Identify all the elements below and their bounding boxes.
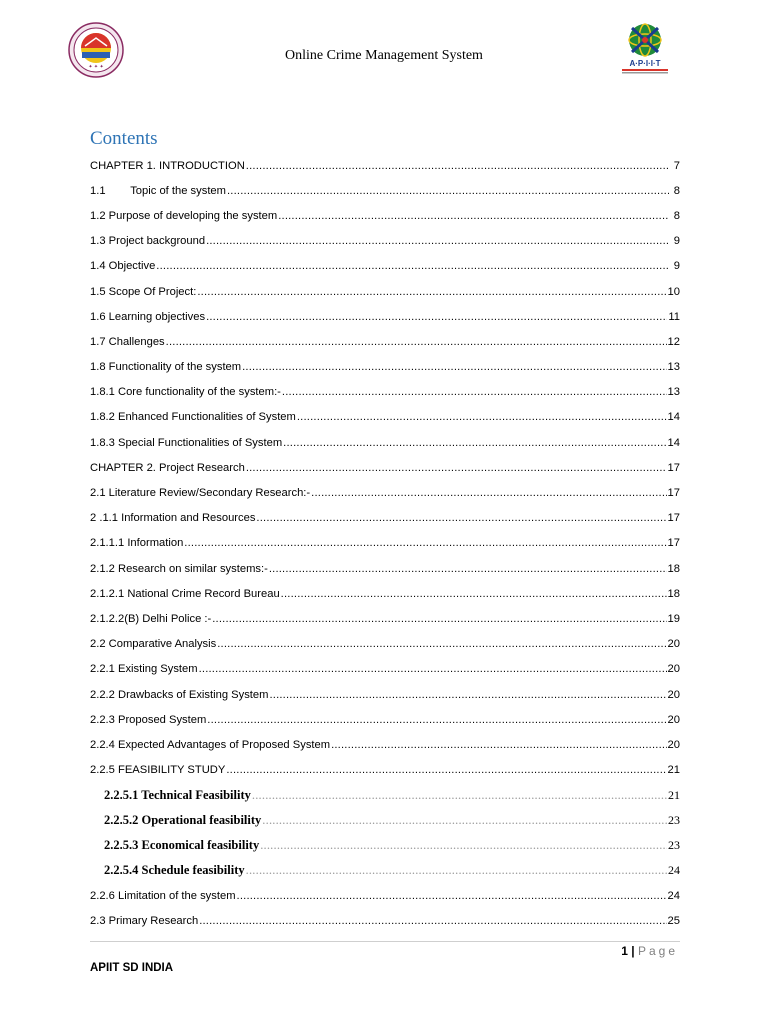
toc-entry-page: 24 xyxy=(667,890,680,903)
table-of-contents xyxy=(90,153,680,934)
toc-leader-dots xyxy=(246,160,669,172)
toc-entry[interactable] xyxy=(90,632,680,657)
toc-entry-label: 2.2.5.1 Technical Feasibility xyxy=(104,787,251,802)
toc-entry[interactable] xyxy=(90,506,680,531)
toc-entry[interactable] xyxy=(90,858,680,883)
toc-entry-label: 1.1 Topic of the system xyxy=(90,184,226,197)
toc-entry-label: 2.2.3 Proposed System xyxy=(90,713,207,726)
toc-entry[interactable] xyxy=(90,707,680,732)
toc-leader-dots xyxy=(331,739,666,751)
toc-entry-label: 2.2.4 Expected Advantages of Proposed System xyxy=(90,738,331,751)
toc-leader-dots xyxy=(281,588,667,600)
toc-leader-dots xyxy=(311,487,666,499)
toc-entry-label: 1.8 Functionality of the system xyxy=(90,361,242,374)
toc-entry-label: 2.1 Literature Review/Secondary Research:- xyxy=(90,487,311,500)
toc-entry-label: 2.2.6 Limitation of the system xyxy=(90,890,236,903)
toc-entry-label: 2.1.2.2(B) Delhi Police :- xyxy=(90,612,212,625)
toc-entry-page: 18 xyxy=(667,587,680,600)
toc-entry-page: 21 xyxy=(668,787,680,802)
toc-entry-label: 1.8.3 Special Functionalities of System xyxy=(90,436,283,449)
toc-entry-label: 1.8.1 Core functionality of the system:- xyxy=(90,386,281,399)
toc-entry[interactable] xyxy=(90,254,680,279)
toc-entry[interactable] xyxy=(90,329,680,354)
toc-entry[interactable] xyxy=(90,279,680,304)
toc-leader-dots xyxy=(269,563,667,575)
toc-leader-dots xyxy=(199,663,667,675)
toc-entry[interactable] xyxy=(90,229,680,254)
toc-entry-page: 11 xyxy=(668,310,680,323)
toc-entry-page: 17 xyxy=(667,537,680,550)
toc-entry-page: 17 xyxy=(667,487,680,500)
toc-entry-page: 12 xyxy=(667,335,680,348)
toc-entry[interactable] xyxy=(90,430,680,455)
toc-leader-dots xyxy=(217,638,666,650)
page-number xyxy=(621,944,678,958)
toc-entry-label: 2.2.5.4 Schedule feasibility xyxy=(104,863,245,878)
apiit-logo-text: A·P·I·I·T xyxy=(629,59,661,68)
toc-entry-label: 2.2.1 Existing System xyxy=(90,663,198,676)
toc-entry[interactable] xyxy=(90,480,680,505)
toc-entry-page: 17 xyxy=(667,461,680,474)
toc-leader-dots xyxy=(199,915,666,927)
toc-leader-dots xyxy=(166,336,667,348)
toc-leader-dots xyxy=(197,286,666,298)
toc-entry-page: 25 xyxy=(667,915,680,928)
footer-organization: APIIT SD INDIA xyxy=(90,962,174,974)
toc-entry[interactable] xyxy=(90,455,680,480)
toc-entry-label: 1.7 Challenges xyxy=(90,335,165,348)
toc-entry[interactable] xyxy=(90,355,680,380)
toc-entry-label: 2.3 Primary Research xyxy=(90,915,199,928)
toc-entry-page: 10 xyxy=(667,285,680,298)
toc-leader-dots xyxy=(156,260,669,272)
toc-entry[interactable] xyxy=(90,581,680,606)
toc-entry-page: 21 xyxy=(667,764,680,777)
toc-entry[interactable] xyxy=(90,657,680,682)
toc-entry-label: 2.1.2.1 National Crime Record Bureau xyxy=(90,587,280,600)
toc-entry-page: 24 xyxy=(668,863,680,878)
document-header-title: Online Crime Management System xyxy=(285,48,483,63)
toc-leader-dots xyxy=(260,838,667,853)
toc-entry[interactable] xyxy=(90,304,680,329)
contents-heading: Contents xyxy=(90,128,158,149)
toc-leader-dots xyxy=(212,613,666,625)
toc-entry-page: 18 xyxy=(667,562,680,575)
toc-leader-dots xyxy=(246,863,667,878)
toc-entry[interactable] xyxy=(90,606,680,631)
toc-entry-page: 7 xyxy=(673,159,680,172)
toc-leader-dots xyxy=(237,890,667,902)
toc-entry[interactable] xyxy=(90,405,680,430)
toc-entry-label: 1.3 Project background xyxy=(90,235,206,248)
toc-leader-dots xyxy=(226,764,666,776)
toc-entry-page: 14 xyxy=(667,436,680,449)
toc-leader-dots xyxy=(184,537,666,549)
toc-leader-dots xyxy=(297,411,667,423)
toc-leader-dots xyxy=(262,813,667,828)
toc-entry-page: 13 xyxy=(667,386,680,399)
page-number-value: 1 xyxy=(621,944,628,958)
toc-entry-label: 2.2.2 Drawbacks of Existing System xyxy=(90,688,269,701)
toc-leader-dots xyxy=(282,386,667,398)
toc-entry[interactable] xyxy=(90,833,680,858)
toc-entry-page: 20 xyxy=(667,738,680,751)
toc-entry-label: 1.8.2 Enhanced Functionalities of System xyxy=(90,411,296,424)
toc-entry[interactable] xyxy=(90,203,680,228)
toc-leader-dots xyxy=(207,714,666,726)
toc-entry[interactable] xyxy=(90,153,680,178)
toc-entry-label: 2.2.5.3 Economical feasibility xyxy=(104,838,260,853)
toc-entry[interactable] xyxy=(90,178,680,203)
toc-entry-page: 19 xyxy=(667,612,680,625)
toc-leader-dots xyxy=(227,185,669,197)
toc-entry[interactable] xyxy=(90,556,680,581)
toc-entry[interactable] xyxy=(90,531,680,556)
toc-entry-page: 20 xyxy=(667,713,680,726)
toc-entry[interactable] xyxy=(90,758,680,783)
toc-entry[interactable] xyxy=(90,783,680,808)
page-header xyxy=(0,0,768,110)
page-number-separator: | xyxy=(631,944,635,958)
toc-entry-page: 23 xyxy=(668,838,680,853)
toc-entry-page: 9 xyxy=(673,235,680,248)
toc-entry-label: 2.2 Comparative Analysis xyxy=(90,638,217,651)
toc-entry-page: 17 xyxy=(667,512,680,525)
toc-entry-page: 23 xyxy=(668,812,680,827)
toc-entry[interactable] xyxy=(90,682,680,707)
toc-leader-dots xyxy=(206,235,669,247)
toc-entry-page: 13 xyxy=(667,361,680,374)
toc-entry-label: CHAPTER 1. INTRODUCTION xyxy=(90,159,245,172)
toc-entry-label: CHAPTER 2. Project Research xyxy=(90,461,245,474)
toc-entry-page: 8 xyxy=(673,209,680,222)
toc-leader-dots xyxy=(278,210,669,222)
toc-leader-dots xyxy=(252,788,667,803)
toc-entry-page: 8 xyxy=(673,184,680,197)
toc-entry-page: 14 xyxy=(667,411,680,424)
toc-entry-label: 1.2 Purpose of developing the system xyxy=(90,209,278,222)
page-word: Page xyxy=(637,944,678,958)
toc-leader-dots xyxy=(269,689,666,701)
toc-entry-label: 2.2.5 FEASIBILITY STUDY xyxy=(90,764,226,777)
toc-leader-dots xyxy=(242,361,666,373)
toc-entry[interactable] xyxy=(90,380,680,405)
apiit-globe-logo xyxy=(612,18,678,76)
toc-entry-label: 1.4 Objective xyxy=(90,260,156,273)
toc-leader-dots xyxy=(246,462,667,474)
toc-entry[interactable] xyxy=(90,808,680,833)
toc-leader-dots xyxy=(206,311,667,323)
toc-leader-dots xyxy=(283,437,666,449)
toc-entry-page: 20 xyxy=(667,638,680,651)
toc-entry-label: 2.1.1.1 Information xyxy=(90,537,184,550)
toc-leader-dots xyxy=(256,512,666,524)
toc-entry-label: 1.5 Scope Of Project: xyxy=(90,285,197,298)
toc-entry[interactable] xyxy=(90,909,680,934)
toc-entry-label: 2.2.5.2 Operational feasibility xyxy=(104,812,262,827)
toc-entry[interactable] xyxy=(90,732,680,757)
footer-divider xyxy=(90,941,680,942)
toc-entry-page: 9 xyxy=(673,260,680,273)
toc-entry-label: 2.1.2 Research on similar systems:- xyxy=(90,562,268,575)
svg-text:✦ ✦ ✦: ✦ ✦ ✦ xyxy=(88,64,104,70)
toc-entry-page: 20 xyxy=(667,688,680,701)
toc-entry[interactable] xyxy=(90,883,680,908)
toc-entry-label: 2 .1.1 Information and Resources xyxy=(90,512,256,525)
toc-entry-label: 1.6 Learning objectives xyxy=(90,310,206,323)
toc-entry-page: 20 xyxy=(667,663,680,676)
